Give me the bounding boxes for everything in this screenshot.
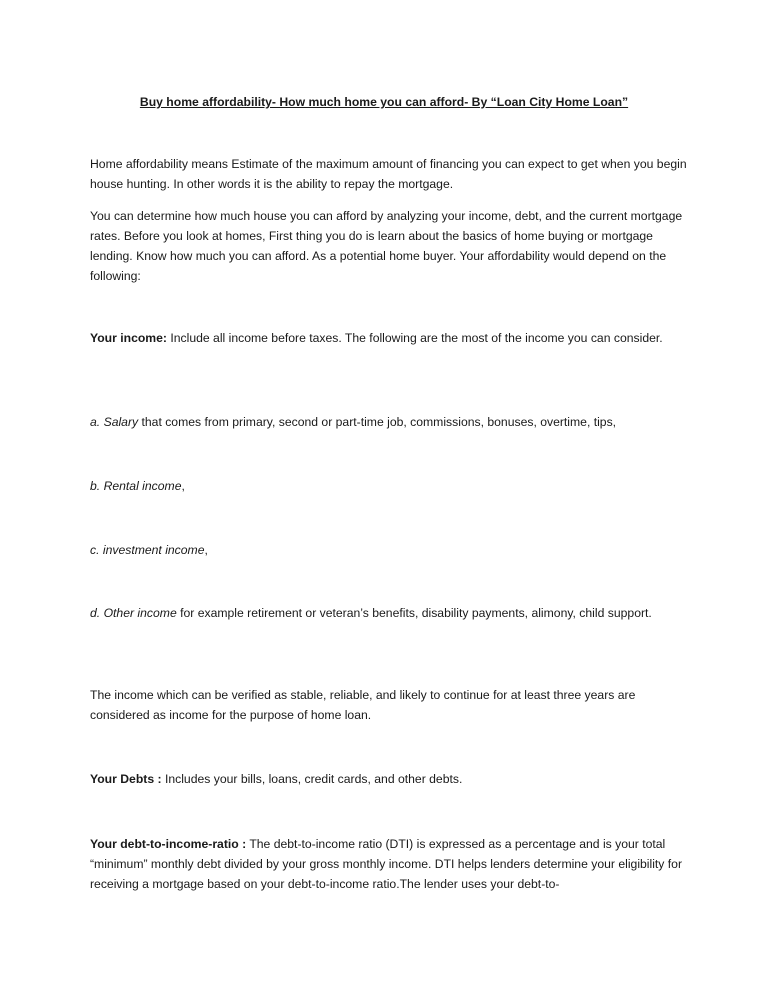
list-item-text: , <box>181 479 185 493</box>
list-item-term: Rental income <box>103 479 182 493</box>
intro-paragraph: Home affordability means Estimate of the maximum amount of financing you can expect to get when you begin house hunting. In other words it is the ability to repay the mortgage. <box>90 157 687 191</box>
dti-paragraph <box>90 834 690 894</box>
list-item-salary <box>90 412 690 432</box>
document-title: Buy home affordability- How much home you can afford- By “Loan City Home Loan” <box>139 95 629 109</box>
income-label: Your income: <box>90 331 167 345</box>
income-paragraph <box>90 328 690 348</box>
dti-text: The debt-to-income ratio (DTI) is expressed as a percentage and is your total “minimum” monthly debt divided by your gross monthly income. DTI helps lenders determine your eligibility for receiving a mortgage based on your debt-to-income ratio.The lender uses your debt-to- <box>90 837 683 891</box>
determine-paragraph: You can determine how much house you can afford by analyzing your income, debt, and the current mortgage rates. Before you look at homes, First thing you do is learn about the basics of home buying or mortgage lending. Know how much you can afford. As a potential home buyer. Your affordability would depend on the following: <box>90 209 683 283</box>
list-item-prefix: a. <box>90 415 104 429</box>
list-item-term: Salary <box>103 415 139 429</box>
debts-text: Includes your bills, loans, credit cards, and other debts. <box>161 772 463 786</box>
list-item-term: investment income <box>102 543 205 557</box>
list-item-text: , <box>204 543 208 557</box>
list-item-other-income <box>90 603 690 623</box>
list-item-prefix: c. <box>90 543 103 557</box>
debts-label: Your Debts : <box>90 772 162 786</box>
list-item-prefix: b. <box>90 479 104 493</box>
list-item-text: that comes from primary, second or part-time job, commissions, bonuses, overtime, tips, <box>138 415 617 429</box>
list-item-prefix: d. <box>90 606 104 620</box>
list-item-text: for example retirement or veteran’s benefits, disability payments, alimony, child support. <box>176 606 652 620</box>
list-item-term: Other income <box>103 606 177 620</box>
dti-label: Your debt-to-income-ratio : <box>90 837 247 851</box>
debts-paragraph <box>90 769 690 789</box>
list-item-rental-income <box>90 476 690 496</box>
stable-income-paragraph: The income which can be verified as stable, reliable, and likely to continue for at least three years are considered as income for the purpose of home loan. <box>90 688 636 722</box>
list-item-investment-income <box>90 540 690 560</box>
income-text: Include all income before taxes. The following are the most of the income you can consider. <box>166 331 663 345</box>
